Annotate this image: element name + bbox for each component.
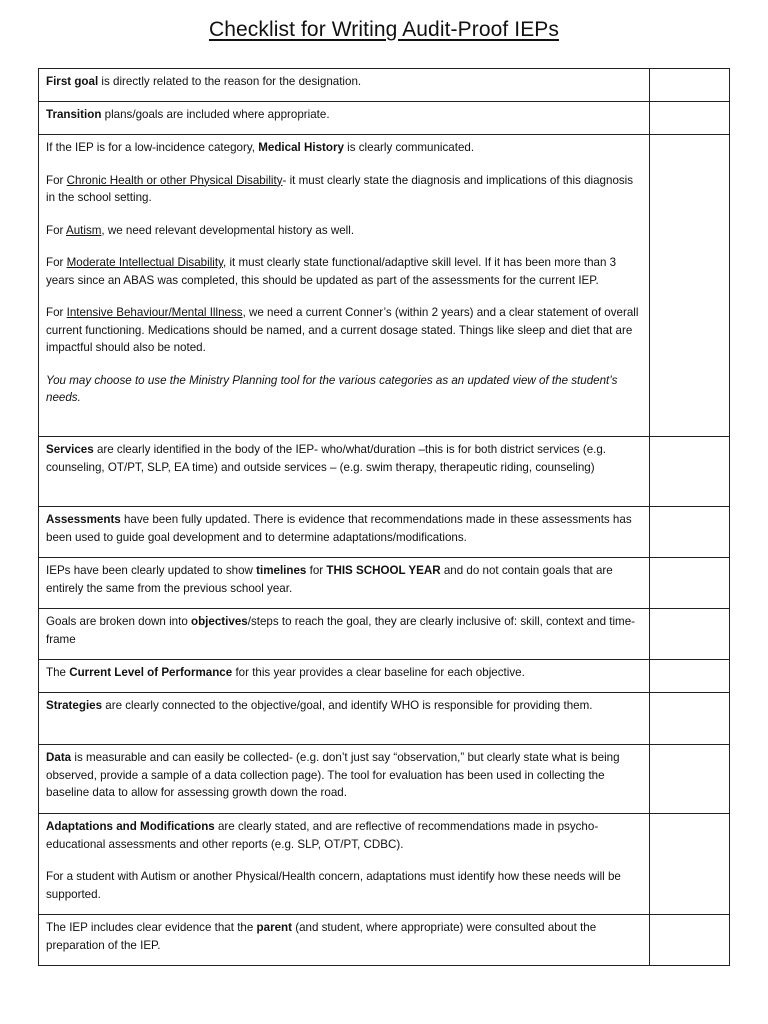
text-segment: IEPs have been clearly updated to show: [46, 564, 257, 577]
checklist-paragraph: [46, 749, 643, 802]
emphasis-term: objectives: [191, 615, 248, 628]
text-segment: For: [46, 173, 67, 187]
emphasis-term: Transition: [46, 108, 102, 121]
checklist-paragraph: [46, 73, 643, 91]
category-name: Moderate Intellectual Disability: [66, 256, 223, 269]
checklist-paragraph: [46, 222, 643, 240]
text-segment: - it must clearly state the diagnosis and implications of this diagnosis in the school setting.: [46, 173, 634, 204]
checklist-row: [39, 69, 730, 102]
text-segment: , it must clearly state functional/adaptive skill level. If it has been more than 3 years since an ABAS was completed, this should be updated as part of the assessments for the current IEP.: [46, 256, 617, 287]
checkbox-cell[interactable]: [650, 915, 730, 966]
text-segment: is directly related to the reason for the designation.: [98, 75, 362, 88]
checklist-item-text: [39, 915, 650, 966]
checklist-item-text: [39, 745, 650, 814]
category-name: Intensive Behaviour/Mental Illness: [66, 306, 243, 319]
emphasis-term: Strategies: [46, 699, 103, 712]
emphasis-term: Assessments: [46, 513, 121, 526]
checklist-paragraph: [46, 664, 643, 682]
checklist-paragraph: [46, 304, 643, 357]
checklist-row: [39, 814, 730, 915]
text-segment: are clearly identified in the body of the IEP- who/what/duration –this is for both district services (e.g. counseling, OT/PT, SLP, EA time) and outside services – (e.g. swim therapy, therapeutic riding, counseling): [46, 443, 607, 474]
checklist-paragraph: [46, 254, 643, 289]
text-segment: /steps to reach the goal, they are clearly inclusive of: skill, context and time-frame: [46, 615, 636, 646]
text-segment: is clearly communicated.: [343, 141, 475, 154]
category-name: Autism: [65, 223, 102, 237]
checkbox-cell[interactable]: [650, 437, 730, 507]
checklist-item-text: [39, 135, 650, 437]
checklist-paragraph: [46, 613, 643, 648]
checklist-paragraph: [46, 919, 643, 954]
checklist-item-text: [39, 437, 650, 507]
checklist-paragraph: [46, 697, 643, 715]
checklist-paragraph: [46, 372, 643, 407]
checklist-row: [39, 102, 730, 135]
text-segment: For: [46, 223, 66, 237]
checklist-item-text: [39, 609, 650, 660]
checklist-paragraph: [46, 511, 643, 546]
emphasis-term: THIS SCHOOL YEAR: [326, 564, 441, 577]
text-segment: , we need relevant developmental history as well.: [101, 223, 355, 237]
text-segment: and do not contain goals that are entirely the same from the previous school year.: [46, 564, 613, 595]
checkbox-cell[interactable]: [650, 558, 730, 609]
checklist-row: [39, 693, 730, 745]
emphasis-term: timelines: [256, 564, 307, 577]
checklist-row: [39, 745, 730, 814]
text-segment: For a student with Autism or another Physical/Health concern, adaptations must identify how these needs will be supported.: [46, 870, 621, 901]
italic-note: You may choose to use the Ministry Planning tool for the various categories as an updated view of the student’s needs.: [46, 373, 618, 404]
checkbox-cell[interactable]: [650, 745, 730, 814]
emphasis-term: Adaptations and Modifications: [46, 820, 215, 833]
checklist-paragraph: [46, 562, 643, 597]
text-segment: for this year provides a clear baseline for each objective.: [232, 666, 525, 679]
text-segment: The IEP includes clear evidence that the: [46, 921, 257, 934]
text-segment: plans/goals are included where appropriate.: [101, 108, 330, 121]
checkbox-cell[interactable]: [650, 135, 730, 437]
checklist-item-text: [39, 693, 650, 745]
checklist-row: [39, 609, 730, 660]
checklist-item-text: [39, 660, 650, 693]
checklist-row: [39, 558, 730, 609]
checkbox-cell[interactable]: [650, 814, 730, 915]
page-title: Checklist for Writing Audit-Proof IEPs: [208, 18, 560, 41]
text-segment: For: [46, 256, 67, 269]
text-segment: have been fully updated. There is evidence that recommendations made in these assessments has been used to guide goal development and to determine adaptations/modifications.: [46, 513, 632, 544]
checkbox-cell[interactable]: [650, 507, 730, 558]
text-segment: is measurable and can easily be collected- (e.g. don’t just say “observation,” but clearly state what is being observed, provide a sample of a data collection page). The tool for evaluation has been used in collecting the baseline data to allow for assessing growth down the road.: [46, 751, 620, 799]
emphasis-term: Medical History: [258, 141, 344, 154]
text-segment: for: [306, 564, 327, 577]
checklist-row: [39, 437, 730, 507]
text-segment: For: [46, 306, 67, 319]
checkbox-cell[interactable]: [650, 69, 730, 102]
emphasis-term: Services: [46, 443, 94, 456]
checkbox-cell[interactable]: [650, 693, 730, 745]
emphasis-term: Data: [46, 751, 72, 764]
text-segment: are clearly stated, and are reflective of recommendations made in psycho-educational assessments and other reports (e.g. SLP, OT/PT, CDBC).: [46, 820, 599, 851]
text-segment: Goals are broken down into: [46, 615, 192, 628]
checkbox-cell[interactable]: [650, 660, 730, 693]
text-segment: The: [46, 666, 70, 679]
text-segment: If the IEP is for a low-incidence category,: [46, 141, 259, 154]
text-segment: (and student, where appropriate) were consulted about the preparation of the IEP.: [46, 921, 597, 952]
checklist-body: [39, 69, 730, 966]
checkbox-cell[interactable]: [650, 102, 730, 135]
checklist-item-text: [39, 558, 650, 609]
emphasis-term: parent: [256, 921, 292, 934]
checklist-row: [39, 135, 730, 437]
checklist-paragraph: [46, 441, 643, 476]
checklist-paragraph: [46, 106, 643, 124]
checklist-row: [39, 660, 730, 693]
category-name: Chronic Health or other Physical Disability: [66, 173, 283, 187]
emphasis-term: Current Level of Performance: [69, 666, 233, 679]
emphasis-term: First goal: [46, 75, 99, 88]
checklist-table: [38, 68, 730, 966]
checklist-paragraph: [46, 139, 643, 157]
checklist-row: [39, 915, 730, 966]
checklist-paragraph: [46, 868, 643, 903]
checklist-item-text: [39, 102, 650, 135]
checklist-row: [39, 507, 730, 558]
checkbox-cell[interactable]: [650, 609, 730, 660]
checklist-item-text: [39, 507, 650, 558]
checklist-item-text: [39, 69, 650, 102]
text-segment: are clearly connected to the objective/goal, and identify WHO is responsible for providing them.: [102, 699, 593, 712]
text-segment: , we need a current Conner’s (within 2 years) and a clear statement of overall current functioning. Medications should be named, and a current dosage stated. Things like sleep and diet that are impactful should also be noted.: [46, 306, 639, 354]
checklist-item-text: [39, 814, 650, 915]
checklist-paragraph: [46, 818, 643, 853]
checklist-paragraph: [46, 172, 643, 207]
